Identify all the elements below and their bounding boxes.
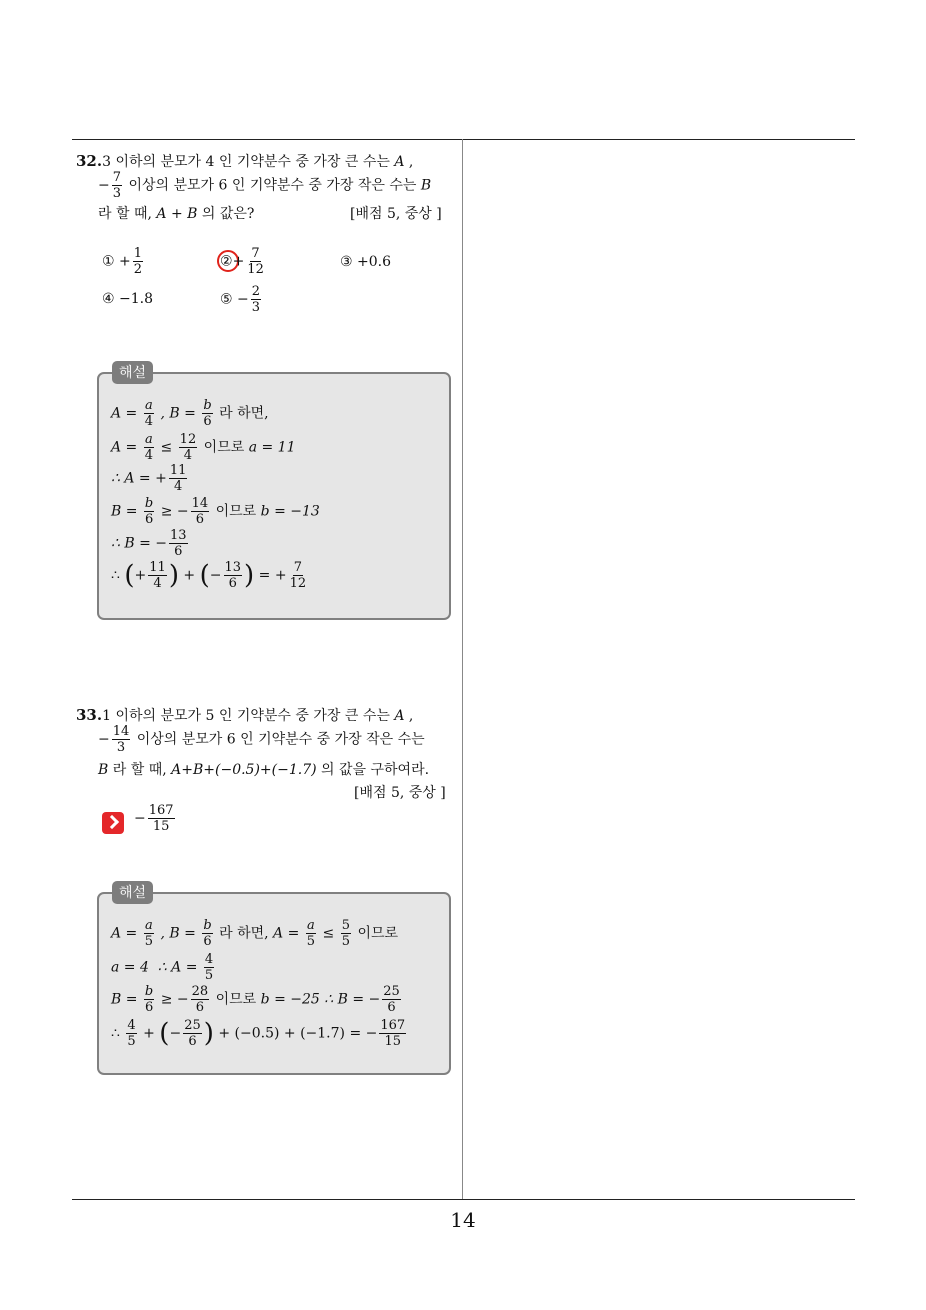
choice-3[interactable]: ③ +0.6 bbox=[340, 254, 392, 270]
solution-line: ∴ A = + $\frac{11}{4}$ bbox=[111, 463, 187, 494]
choice-2[interactable]: ②+ $\frac{7}{12}$ bbox=[220, 246, 264, 277]
choice-5[interactable]: ⑤ − $\frac{2}{3}$ bbox=[220, 284, 261, 315]
solution-box-32 bbox=[97, 372, 451, 620]
solution-line: ∴ $\frac{4}{5}$ + (− $\frac{25}{6}$ ) + (−0.5) + (−1.7) = − $\frac{167}{15}$ bbox=[111, 1018, 406, 1049]
solution-line: A = $\frac{a}{4}$ , B = $\frac{b}{6}$ 라 하면, bbox=[111, 398, 269, 429]
choice-1[interactable]: ① + $\frac{1}{2}$ bbox=[102, 246, 143, 277]
question-number: 32. bbox=[76, 152, 103, 170]
bottom-rule bbox=[72, 1199, 855, 1200]
solution-line: A = $\frac{a}{5}$ , B = $\frac{b}{6}$ 라 하면, A = $\frac{a}{5}$ ≤ $\frac{5}{5}$ 이므로 bbox=[111, 918, 399, 949]
solution-line: B = $\frac{b}{6}$ ≥ − $\frac{14}{6}$ 이므로 b = −13 bbox=[111, 496, 320, 527]
score-label: [배점 5, 중상 ] bbox=[350, 206, 442, 222]
solution-line: ∴ (+ $\frac{11}{4}$ ) + (− $\frac{13}{6}$ ) = + $\frac{7}{12}$ bbox=[111, 560, 307, 591]
answer-arrow-icon bbox=[102, 812, 124, 834]
answer-value: − $\frac{167}{15}$ bbox=[134, 803, 174, 834]
solution-line: B = $\frac{b}{6}$ ≥ − $\frac{28}{6}$ 이므로 b = −25 ∴ B = − $\frac{25}{6}$ bbox=[111, 984, 400, 1015]
page-number: 14 bbox=[450, 1208, 476, 1232]
solution-box-33 bbox=[97, 892, 451, 1075]
fraction: $\frac{7}{3}$ bbox=[112, 170, 122, 201]
score-label: [배점 5, 중상 ] bbox=[354, 785, 446, 801]
question-text: 3 이하의 분모가 4 인 기약분수 중 가장 큰 수는 bbox=[102, 154, 390, 170]
solution-line: ∴ B = − $\frac{13}{6}$ bbox=[111, 528, 187, 559]
solution-line: A = $\frac{a}{4}$ ≤ $\frac{12}{4}$ 이므로 a = 11 bbox=[111, 432, 296, 463]
column-divider bbox=[462, 139, 463, 1200]
question-text: 1 이하의 분모가 5 인 기약분수 중 가장 큰 수는 bbox=[102, 708, 390, 724]
solution-tag: 해설 bbox=[112, 361, 153, 384]
question-number: 33. bbox=[76, 706, 103, 724]
choice-4[interactable]: ④ −1.8 bbox=[102, 291, 154, 307]
top-rule bbox=[72, 139, 855, 140]
solution-line: a = 4 ∴ A = $\frac{4}{5}$ bbox=[111, 952, 214, 983]
solution-tag: 해설 bbox=[112, 881, 153, 904]
